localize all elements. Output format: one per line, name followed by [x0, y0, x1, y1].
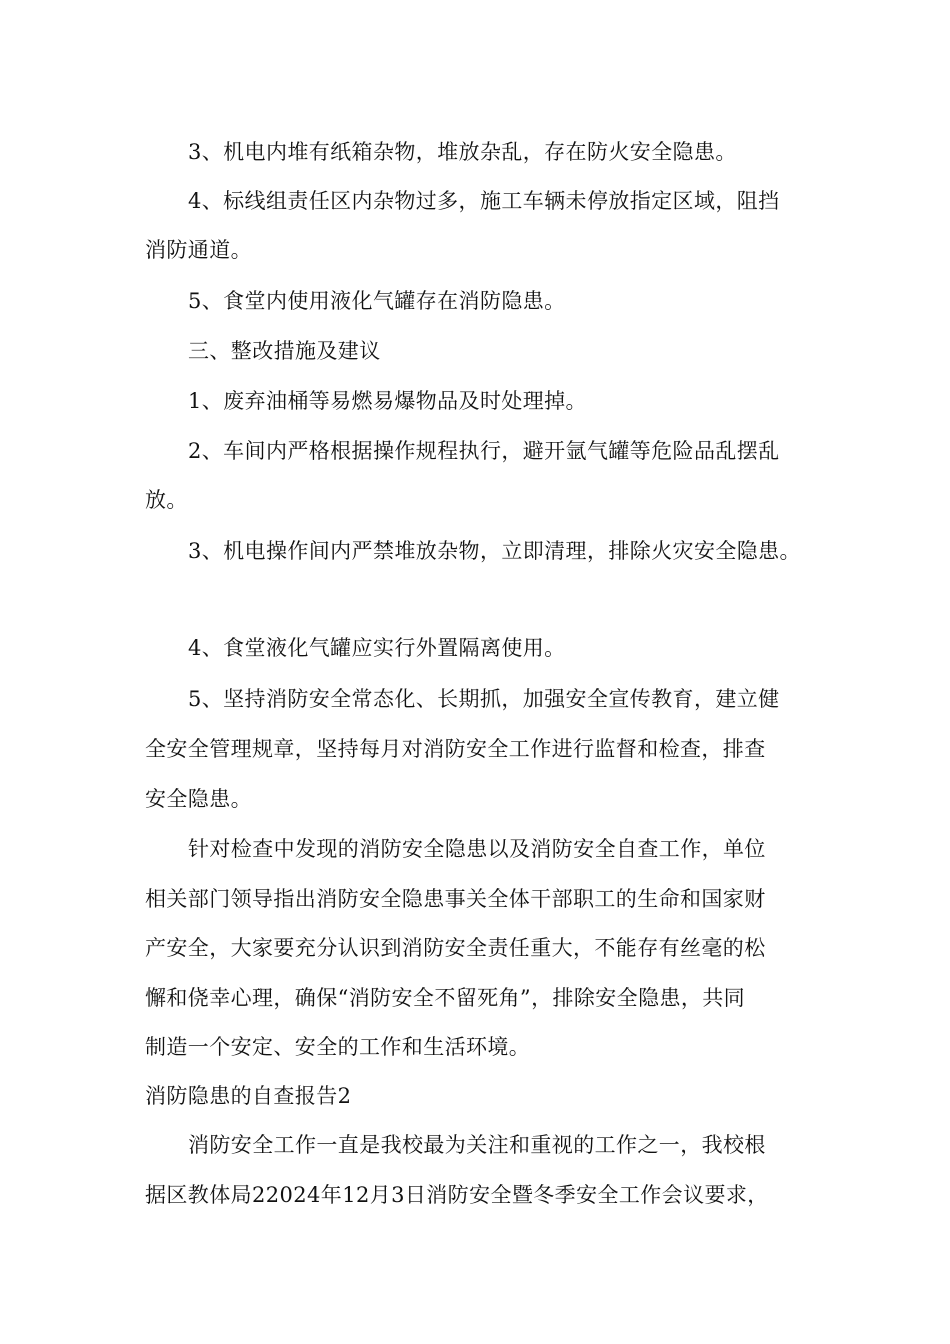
text-line: 懈和侥幸心理，确保“消防安全不留死角”，排除安全隐患，共同: [145, 986, 746, 1010]
text-line: 4、标线组责任区内杂物过多，施工车辆未停放指定区域，阻挡: [188, 189, 780, 213]
text-line: 3、机电内堆有纸箱杂物，堆放杂乱，存在防火安全隐患。: [188, 140, 737, 164]
text-line: 3、机电操作间内严禁堆放杂物，立即清理，排除火灾安全隐患。: [188, 539, 801, 563]
text-line: 1、废弃油桶等易燃易爆物品及时处理掉。: [188, 389, 587, 413]
text-line: 制造一个安定、安全的工作和生活环境。: [145, 1035, 531, 1059]
text-line: 消防安全工作一直是我校最为关注和重视的工作之一，我校根: [188, 1133, 766, 1157]
section-heading: 三、整改措施及建议: [188, 339, 381, 363]
text-line: 产安全，大家要充分认识到消防安全责任重大，不能存有丝毫的松: [145, 936, 766, 960]
document-heading: 消防隐患的自查报告2: [145, 1084, 352, 1108]
text-line: 针对检查中发现的消防安全隐患以及消防安全自查工作，单位: [188, 837, 766, 861]
text-line: 4、食堂液化气罐应实行外置隔离使用。: [188, 636, 566, 660]
text-line: 5、坚持消防安全常态化、长期抓，加强安全宣传教育，建立健: [188, 687, 780, 711]
text-line: 相关部门领导指出消防安全隐患事关全体干部职工的生命和国家财: [145, 887, 766, 911]
text-line: 5、食堂内使用液化气罐存在消防隐患。: [188, 289, 566, 313]
text-line: 全安全管理规章，坚持每月对消防安全工作进行监督和检查，排查: [145, 737, 766, 761]
text-line: 据区教体局22024年12月3日消防安全暨冬季安全工作会议要求，: [145, 1183, 769, 1207]
text-line: 放。: [145, 488, 188, 512]
text-line: 2、车间内严格根据操作规程执行，避开氩气罐等危险品乱摆乱: [188, 439, 780, 463]
text-line: 消防通道。: [145, 238, 252, 262]
text-line: 安全隐患。: [145, 787, 252, 811]
